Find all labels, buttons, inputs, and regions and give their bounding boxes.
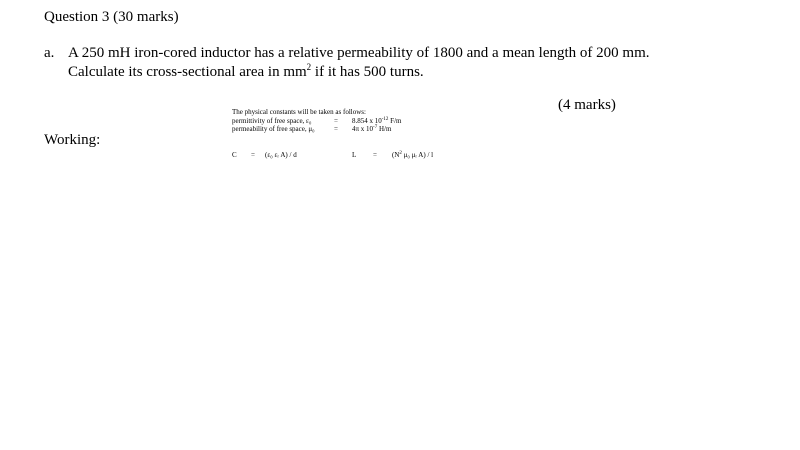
permittivity-row <box>232 116 402 126</box>
question-title: Question 3 (30 marks) <box>44 9 179 25</box>
permeability-exponent: -7 <box>373 125 378 130</box>
part-a-label: a. <box>44 45 55 61</box>
permittivity-name: permittivity of free space, ε₀ <box>232 116 312 125</box>
inductance-rhs-superscript: 2 <box>399 151 402 156</box>
permeability-name: permeability of free space, μ₀ <box>232 125 315 133</box>
permeability-value-base: 4π x 10 <box>352 125 374 133</box>
capacitance-formula-rhs: (ε₀ εᵣ A) / d <box>265 151 297 159</box>
permittivity-exponent: -12 <box>381 116 389 122</box>
inductance-formula-equals: = <box>373 151 377 159</box>
inductance-formula-lhs: L <box>352 151 357 159</box>
part-a-marks: (4 marks) <box>558 97 616 113</box>
part-a-question-line1: A 250 mH iron-cored inductor has a relative permeability of 1800 and a mean length of 200 mm. <box>68 45 650 61</box>
permeability-value <box>352 125 391 134</box>
permittivity-unit: F/m <box>388 116 402 125</box>
capacitance-formula-equals: = <box>251 151 255 159</box>
permittivity-value-base: 8.854 x 10 <box>352 116 382 125</box>
line2-text: Calculate its cross-sectional area in mm <box>68 64 307 80</box>
permittivity-value <box>352 117 401 126</box>
permeability-equals: = <box>334 125 338 133</box>
squared-superscript: 2 <box>306 62 312 72</box>
inductance-formula-rhs <box>392 151 433 159</box>
part-a-question-line2 <box>68 64 424 81</box>
constants-heading: The physical constants will be taken as follows: <box>232 108 366 116</box>
inductance-rhs-suffix: μ₀ μᵣ A) / l <box>401 151 434 159</box>
working-label: Working: <box>44 132 101 148</box>
capacitance-formula-lhs: C <box>232 151 237 159</box>
permeability-row <box>232 125 392 134</box>
inductance-rhs-prefix: (N <box>392 151 400 159</box>
line2-text-end: if it has 500 turns. <box>311 64 424 80</box>
physical-constants-box <box>232 108 402 134</box>
permittivity-equals: = <box>334 116 338 125</box>
permeability-unit: H/m <box>377 125 392 133</box>
